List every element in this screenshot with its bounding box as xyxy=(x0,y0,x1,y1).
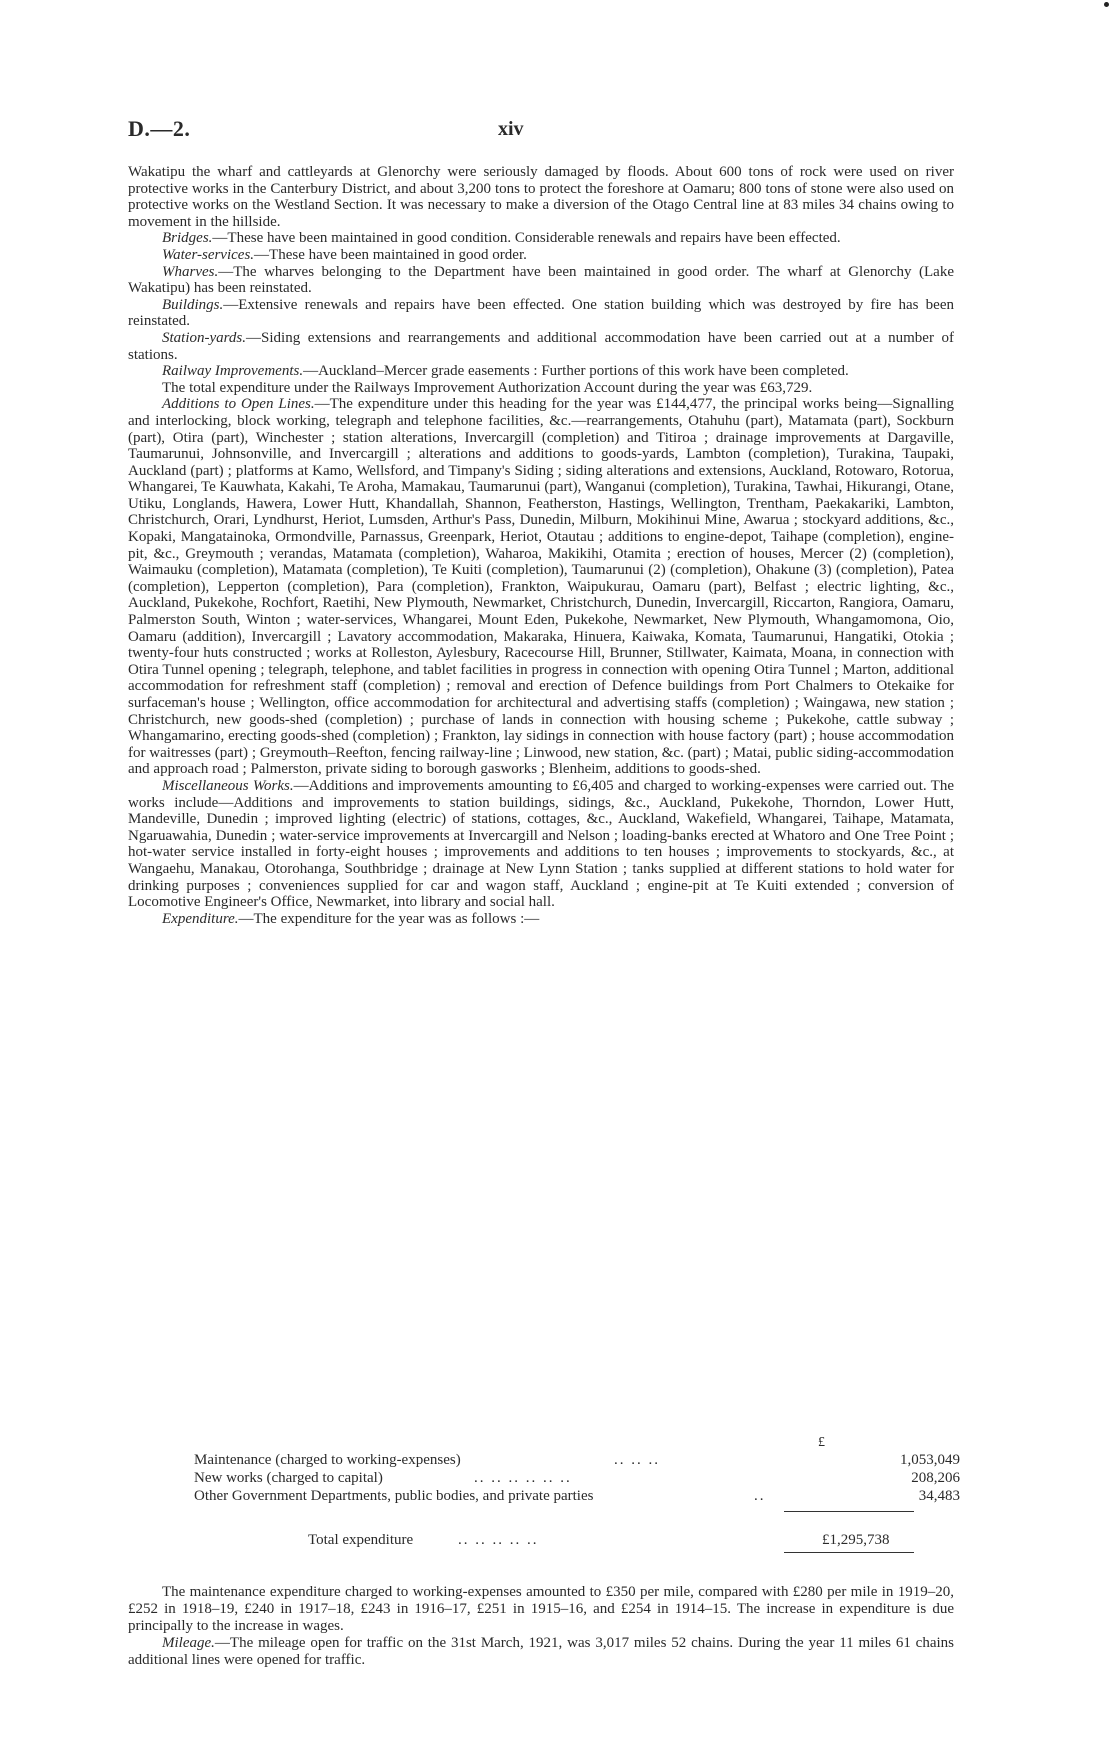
expenditure-amount: 208,206 xyxy=(911,1470,960,1486)
paragraph-railway-improvements: Railway Improvements.—Auckland–Mercer grade easements : Further portions of this work have been completed. xyxy=(162,363,849,380)
document-reference: D.—2. xyxy=(128,116,191,141)
paragraph-mileage: Mileage.—The mileage open for traffic on the 31st March, 1921, was 3,017 miles 52 chains. During the year 11 miles 61 chains additional lines were opened for traffic. xyxy=(128,1635,954,1668)
expenditure-row xyxy=(194,1452,960,1470)
report-body xyxy=(128,164,954,927)
expenditure-amount: 34,483 xyxy=(918,1488,960,1504)
paragraph-wakatipu: Wakatipu the wharf and cattleyards at Glenorchy were seriously damaged by floods. About 600 tons of rock were used on river protective works in the Canterbury District, and about 3,200 tons to protect the foreshore at Oamaru; 800 tons of stone were also used on protective works on the Westland Section. It was necessary to make a diversion of the Otago Central line at 83 miles 34 chains owing to movement in the hillside. xyxy=(128,164,954,230)
total-rule xyxy=(784,1552,914,1553)
paragraph-wharves: Wharves.—The wharves belonging to the Department have been maintained in good order. The wharf at Glenorchy (Lake Wakatipu) has been reinstated. xyxy=(128,263,954,297)
paragraph-bridges: Bridges.—These have been maintained in good condition. Considerable renewals and repairs have been effected. xyxy=(162,230,841,247)
currency-heading: £ xyxy=(818,1435,825,1450)
expenditure-label: Maintenance (charged to working-expenses) xyxy=(194,1452,461,1468)
paragraph-miscellaneous-works: Miscellaneous Works.—Additions and improvements amounting to £6,405 and charged to working-expenses were carried out. The works include—Additions and improvements to station buildings, sidings, &c., Auckland, Pukekohe, Thorndon, Lower Hutt, Mandeville, Dunedin ; improved lighting (electric) of stations, cottages, &c., Auckland, Wakefield, Whangarei, Taihape, Matamata, Ngaruawahia, Dunedin ; water-service improvements at Invercargill and Nelson ; loading-banks erected at Whatoro and One Tree Point ; hot-water service installed in forty-eight houses ; improvements and additions to ten houses ; improvements to stockyards, &c., at Wangaehu, Manakau, Otorohanga, Southbridge ; drainage at New Lynn Station ; tanks supplied at different stations to hold water for drinking purposes ; conveniences supplied for car and wagon staff, Auckland ; engine-pit at Te Kuiti extended ; conversion of Locomotive Engineer's Office, Newmarket, into library and social hall. xyxy=(128,777,954,911)
leader-dots: .. .. .. xyxy=(614,1452,660,1468)
subtotal-rule xyxy=(784,1511,914,1512)
expenditure-amount: 1,053,049 xyxy=(900,1452,960,1468)
ink-dot xyxy=(1104,2,1109,7)
leader-dots: .. .. .. .. .. .. xyxy=(474,1470,572,1486)
paragraph-authorization-total: The total expenditure under the Railways Improvement Authorization Account during the year was £63,729. xyxy=(162,379,813,396)
closing-section xyxy=(128,1584,954,1669)
expenditure-row xyxy=(194,1488,960,1506)
paragraph-maintenance-per-mile: The maintenance expenditure charged to working-expenses amounted to £350 per mile, compared with £280 per mile in 1919–20, £252 in 1918–19, £240 in 1917–18, £243 in 1916–17, £251 in 1915–16, and £254 in 1914–15. The increase in expenditure is due principally to the increase in wages. xyxy=(128,1584,954,1634)
leader-dots: .. xyxy=(754,1488,766,1504)
total-label: Total expenditure xyxy=(308,1532,414,1548)
expenditure-row xyxy=(194,1470,960,1488)
paragraph-station-yards: Station-yards.—Siding extensions and rearrangements and additional accommodation have been carried out at a number of stations. xyxy=(128,329,954,363)
expenditure-label: Other Government Departments, public bodies, and private parties xyxy=(194,1488,594,1504)
page-number: xiv xyxy=(498,118,524,140)
paragraph-additions-open-lines: Additions to Open Lines.—The expenditure under this heading for the year was £144,477, the principal works being—Signalling and interlocking, block working, telegraph and telephone facilities, &c.—rearrangements, Otahuhu (part), Matamata (part), Sockburn (part), Otira (part), Winchester ; station alterations, Invercargill (completion) and Titiroa ; drainage improvements at Dargaville, Taumarunui, Johnsonville, and Invercargill ; alterations and additions to goods-yards, Lambton (completion), Turakina, Taupaki, Auckland (part) ; platforms at Kamo, Wellsford, and Timpany's Siding ; siding alterations and extensions, Auckland, Rotowaro, Rotorua, Whangarei, Te Kauwhata, Kakahi, Te Aroha, Mamakau, Taumarunui (part), Wanganui (completion), Turakina, Tawhai, Hikurangi, Otane, Utiku, Longlands, Hawera, Lower Hutt, Khandallah, Shannon, Featherston, Hastings, Wellington, Trentham, Paekakariki, Lambton, Christchurch, Orari, Lyndhurst, Heriot, Lumsden, Arthur's Pass, Dunedin, Milburn, Mokihinui Mine, Awarua ; stockyard additions, &c., Kopaki, Mangatainoka, Ormondville, Parnassus, Greenpark, Heriot, Otautau ; additions to engine-depot, Taihape (completion), engine-pit, &c., Greymouth ; verandas, Matamata (completion), Waharoa, Makikihi, Otamita ; erection of houses, Mercer (2) (completion), Waimauku (completion), Matamata (completion), Te Kuiti (completion), Taumarunui (2) (completion), Ohakune (3) (completion), Patea (completion), Lepperton (completion), Para (completion), Frankton, Waipukurau, Oamaru (part), Belfast ; electric lighting, &c., Auckland, Pukekohe, Rochfort, Raetihi, New Plymouth, Newmarket, Christchurch, Dunedin, Invercargill, Riccarton, Rangiora, Oamaru, Palmerston South, Winton ; water-services, Whangarei, Mount Eden, Pukekohe, Newmarket, New Plymouth, Whangamomona, Oio, Oamaru (addition), Invercargill ; Lavatory accommodation, Makaraka, Hinuera, Kaiwaka, Komata, Taumarunui, Hangatiki, Otokia ; twenty-four huts constructed ; works at Rolleston, Aylesbury, Racecourse Hill, Brunner, Stillwater, Kaimata, Moana, in connection with Otira Tunnel opening ; telegraph, telephone, and tablet facilities in progress in connection with opening Otira Tunnel ; Marton, additional accommodation for refreshment staff (completion) ; removal and erection of Defence buildings from Port Chalmers to Otekaike for surfaceman's house ; Wellington, office accommodation for architectural and advertising staffs (completion) ; Waingawa, new station ; Christchurch, new goods-shed (completion) ; purchase of lands in connection with housing scheme ; Pukekohe, cattle subway ; Whangamarino, erecting goods-shed (completion) ; Frankton, lay sidings in connection with house factory (part) ; house accommodation for waitresses (part) ; Greymouth–Reefton, fencing railway-line ; Linwood, new station, &c. (part) ; Matai, public siding-accommodation and approach road ; Palmerston, private siding to borough gasworks ; Blenheim, additions to goods-shed. xyxy=(128,396,955,778)
total-amount: £1,295,738 xyxy=(822,1532,890,1548)
paragraph-expenditure: Expenditure.—The expenditure for the year was as follows :— xyxy=(162,910,540,927)
paragraph-water-services: Water-services.—These have been maintained in good order. xyxy=(162,246,527,263)
paragraph-buildings: Buildings.—Extensive renewals and repairs have been effected. One station building which was destroyed by fire has been reinstated. xyxy=(128,296,954,330)
leader-dots: .. .. .. .. .. xyxy=(458,1532,539,1548)
expenditure-label: New works (charged to capital) xyxy=(194,1470,383,1486)
